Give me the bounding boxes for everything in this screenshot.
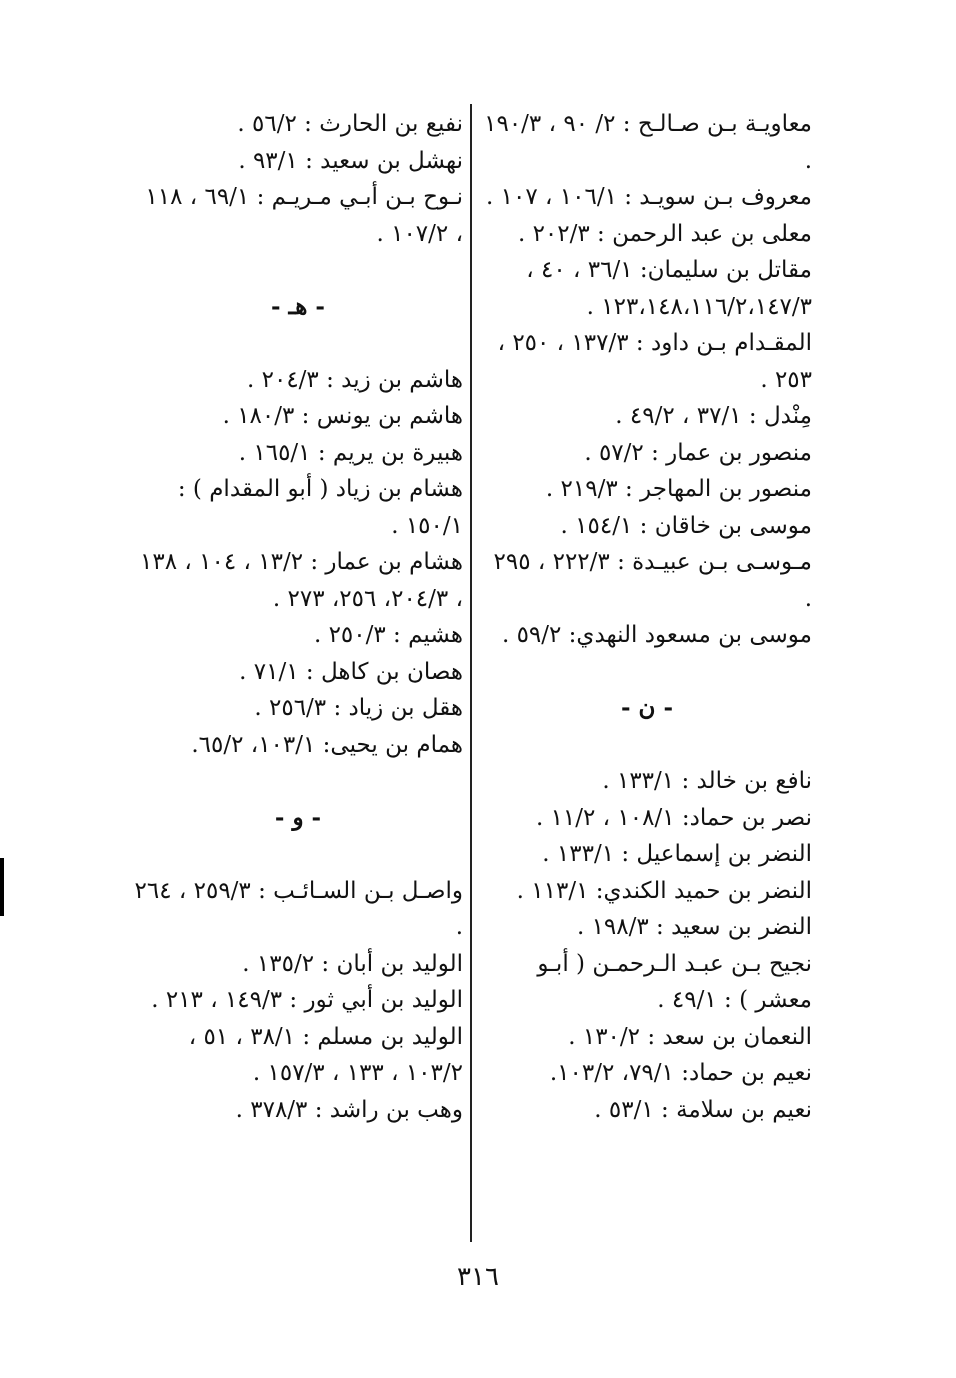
index-entry: نعيم بن حماد: ٧٩/١، ١٠٣/٢. — [549, 1060, 812, 1086]
index-entry: الوليد بن مسلم : ٣٨/١ ، ٥١ ، ١٠٣/٢ ، ١٣٣ ، ١٥٧/٣ . — [188, 1023, 463, 1086]
section-heading-waw: - و - — [274, 803, 322, 831]
index-entry: نجيح بـن عبـد الـرحمـن ( أبـو معشر ) : ٤٩/١ . — [537, 950, 812, 1013]
index-entry: نـوح بـن أبـي مـريـم : ٦٩/١ ، ١١٨ ، ١٠٧/٢ . — [145, 184, 463, 247]
index-entry: مِنْدل : ٣٧/١ ، ٤٩/٢ . — [615, 403, 812, 429]
index-entry: مـوسـى بـن عبيـدة : ٢٢٢/٣ ، ٢٩٥ . — [493, 549, 812, 612]
entries-waw-group — [133, 873, 463, 1129]
index-entry: نفيع بن الحارث : ٥٦/٢ . — [237, 111, 463, 137]
column-divider — [470, 104, 472, 1242]
index-entry: منصور بن عمار : ٥٧/٢ . — [584, 439, 812, 466]
entries-nun-continued-group — [133, 106, 463, 252]
index-entry: النعمان بن سعد : ١٣٠/٢ . — [568, 1023, 812, 1050]
section-heading-nun: - ن - — [621, 694, 673, 721]
index-entry: موسى بن مسعود النهدي: ٥٩/٢ . — [501, 622, 812, 648]
index-entry: المقـدام بـن داود : ١٣٧/٣ ، ٢٥٠ ، ٢٥٣ . — [497, 330, 812, 393]
entries-nun-group — [482, 763, 812, 1128]
entries-ha-group — [133, 362, 463, 764]
index-entry: موسى بن خاقان : ١٥٤/١ . — [560, 512, 812, 539]
index-entry: نصر بن حماد: ١٠٨/١ ، ١١/٢ . — [535, 804, 812, 831]
index-entry: معاويـة بـن صـالـح : ٢/ ٩٠ ، ١٩٠/٣ . — [484, 111, 812, 174]
index-entry: هقل بن زياد : ٢٥٦/٣ . — [254, 695, 463, 721]
index-entry: واصـل بـن السـائـب : ٢٥٩/٣ ، ٢٦٤ . — [134, 877, 463, 940]
index-entry: معلى بن عبد الرحمن : ٢٠٢/٣ . — [517, 220, 812, 247]
index-entry: همام بن يحيى: ١٠٣/١، ٦٥/٢. — [191, 731, 463, 758]
index-entry: مقاتل بن سليمان: ٣٦/١ ، ٤٠ ، ١٢٣،١٤٨،١١٦/٢،١٤٧/٣ . — [526, 257, 812, 320]
index-entry: نهشل بن سعيد : ٩٣/١ . — [238, 147, 463, 174]
index-entry: نعيم بن سلامة : ٥٣/١ . — [594, 1096, 812, 1123]
index-column-right — [482, 106, 812, 1128]
index-entry: معروف بـن سويـد : ١٠٦/١ ، ١٠٧ . — [486, 184, 812, 210]
scan-margin-mark — [0, 858, 4, 916]
index-entry: هشام بن عمار : ١٣/٢ ، ١٠٤ ، ١٣٨ ، ٢٠٤/٣، ٢٥٦، ٢٧٣ . — [140, 549, 463, 612]
section-heading-ha: - هـ - — [271, 292, 325, 320]
index-entry: النضر بن إسماعيل : ١٣٣/١ . — [542, 841, 812, 867]
index-entry: منصور بن المهاجر : ٢١٩/٣ . — [545, 476, 812, 502]
page-number: ٣١٦ — [457, 1262, 499, 1292]
index-entry: هشام بن زياد ( أبو المقدام ) : ١٥٠/١ . — [177, 476, 463, 539]
index-entry: هشيم : ٢٥٠/٣ . — [313, 622, 463, 648]
entries-mim-group — [482, 106, 812, 654]
index-entry: النضر بن حميد الكندي: ١١٣/١ . — [516, 877, 812, 904]
index-entry: وهب بن راشد : ٣٧٨/٣ . — [235, 1096, 463, 1123]
index-entry: نافع بن خالد : ١٣٣/١ . — [602, 768, 812, 794]
index-entry: هاشم بن يونس : ١٨٠/٣ . — [222, 403, 463, 429]
index-entry: هبيرة بن يريم : ١٦٥/١ . — [238, 439, 463, 466]
index-entry: النضر بن سعيد : ١٩٨/٣ . — [576, 914, 812, 940]
index-entry: هصان بن كاهل : ٧١/١ . — [239, 658, 463, 685]
index-entry: هاشم بن زيد : ٢٠٤/٣ . — [247, 366, 463, 393]
index-entry: الوليد بن أبان : ١٣٥/٢ . — [242, 950, 463, 977]
index-column-left — [133, 106, 463, 1128]
index-entry: الوليد بن أبي ثور : ١٤٩/٣ ، ٢١٣ . — [151, 987, 463, 1013]
